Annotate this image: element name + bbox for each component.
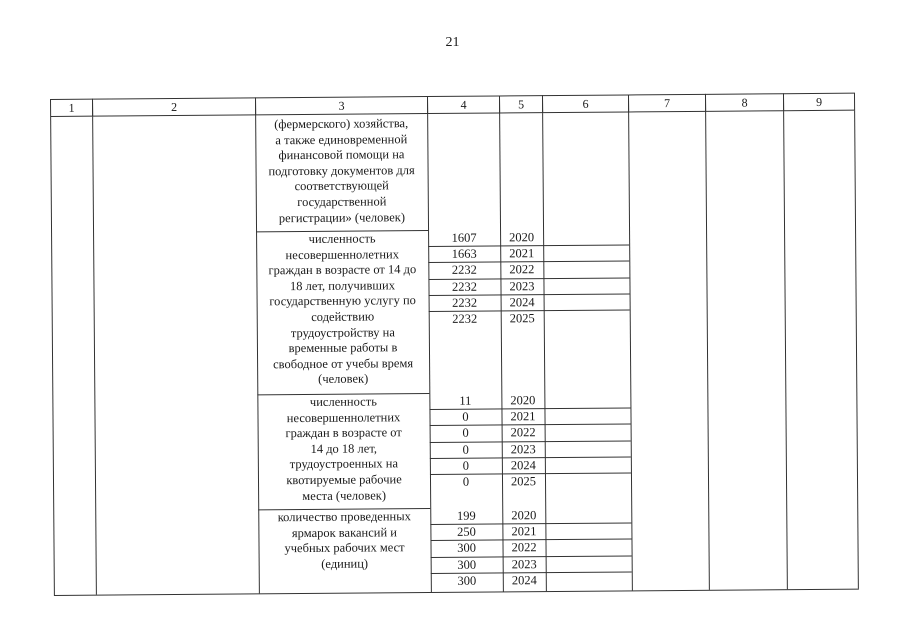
year-cell: 2020 <box>511 508 537 523</box>
indicator-description-line: численность <box>309 394 377 409</box>
year-cell: 2023 <box>510 441 536 456</box>
indicator-value: 0 <box>462 426 469 441</box>
indicator-description-line: ярмарок вакансий и <box>291 524 397 540</box>
year-cell: 2020 <box>509 230 535 245</box>
column-header: 5 <box>499 95 543 113</box>
indicator-value: 300 <box>457 541 476 556</box>
year-cell: 2022 <box>511 540 537 555</box>
year-cell: 2023 <box>511 556 537 571</box>
year-cell: 2023 <box>509 278 535 293</box>
year-cell: 2021 <box>511 524 537 539</box>
indicator-value: 2232 <box>452 295 478 310</box>
indicator-description-line: несовершеннолетних <box>286 409 401 425</box>
indicator-description-line: (человек) <box>318 371 369 387</box>
indicator-description-line: количество проведенных <box>277 509 411 525</box>
indicator-value: 2232 <box>452 311 478 326</box>
indicator-value: 1607 <box>451 230 477 245</box>
indicator-description-line: квотируемые рабочие <box>286 472 402 488</box>
indicator-description-line: 18 лет, получивших <box>289 278 395 293</box>
indicator-description-line: (фермерского) хозяйства, <box>274 116 409 132</box>
indicator-description-line: места (человек) <box>302 487 387 503</box>
indicator-value: 300 <box>457 557 477 572</box>
indicator-value: 0 <box>462 442 469 457</box>
page-number: 21 <box>445 35 460 50</box>
year-cell: 2021 <box>510 409 536 424</box>
indicator-description-line: 14 до 18 лет, <box>310 441 378 456</box>
grid-line <box>854 111 859 589</box>
indicator-description-line: подготовку документов для <box>268 162 415 179</box>
indicator-value: 2232 <box>451 263 477 278</box>
data-table <box>50 93 858 595</box>
indicator-description-line: государственную услугу по <box>269 293 416 309</box>
indicator-description-line: учебных рабочих мест <box>284 540 405 556</box>
column-header: 3 <box>255 96 428 115</box>
grid-line <box>628 112 633 590</box>
indicator-value: 11 <box>459 393 472 408</box>
indicator-description-line: численность <box>308 231 376 246</box>
year-cell: 2024 <box>509 294 535 310</box>
indicator-description-line: граждан в возрасте от 14 до <box>268 262 417 278</box>
indicator-description-line: трудоустройству на <box>290 324 395 340</box>
indicator-value: 199 <box>456 508 476 523</box>
grid-line <box>50 117 55 595</box>
indicator-description-line: содействию <box>311 309 375 324</box>
indicator-description-line: (единиц) <box>321 556 369 571</box>
grid-line <box>783 111 788 589</box>
indicator-value: 250 <box>456 524 476 540</box>
column-header: 2 <box>92 97 256 116</box>
column-header: 9 <box>783 93 855 112</box>
column-header: 1 <box>50 99 93 117</box>
indicator-description-line: граждан в возрасте от <box>285 425 402 441</box>
year-cell: 2025 <box>510 474 537 489</box>
indicator-value: 2232 <box>451 279 478 294</box>
indicator-value: 0 <box>462 458 470 473</box>
year-cell: 2022 <box>509 262 535 277</box>
indicator-description-line: временные работы в <box>288 340 398 356</box>
indicator-value: 0 <box>462 474 470 489</box>
year-cell: 2022 <box>510 425 536 440</box>
year-cell: 2025 <box>509 311 535 326</box>
column-header: 7 <box>628 94 706 113</box>
year-cell: 2021 <box>509 246 535 261</box>
indicator-description-line: свободное от учебы время <box>273 355 414 372</box>
indicator-value: 300 <box>457 573 477 588</box>
indicator-description-line: финансовой помощи на <box>278 147 405 163</box>
column-header: 6 <box>542 94 629 113</box>
indicator-description-line: государственной <box>297 194 387 210</box>
year-cell: 2024 <box>510 457 536 473</box>
indicator-description-line: трудоустроенных на <box>289 456 399 472</box>
grid-line <box>54 589 859 596</box>
indicator-description-line: а также единовременной <box>275 131 408 147</box>
year-cell: 2020 <box>510 393 536 408</box>
indicator-value: 1663 <box>451 246 477 262</box>
year-cell: 2024 <box>511 572 537 588</box>
indicator-description-line: соответствующей <box>294 178 389 194</box>
column-header: 8 <box>705 93 784 112</box>
column-header: 4 <box>427 95 500 114</box>
grid-line <box>92 117 97 595</box>
indicator-description-line: регистрации» (человек) <box>278 209 406 225</box>
grid-line <box>705 112 710 590</box>
indicator-value: 0 <box>462 409 469 424</box>
indicator-description-line: несовершеннолетних <box>285 246 400 262</box>
